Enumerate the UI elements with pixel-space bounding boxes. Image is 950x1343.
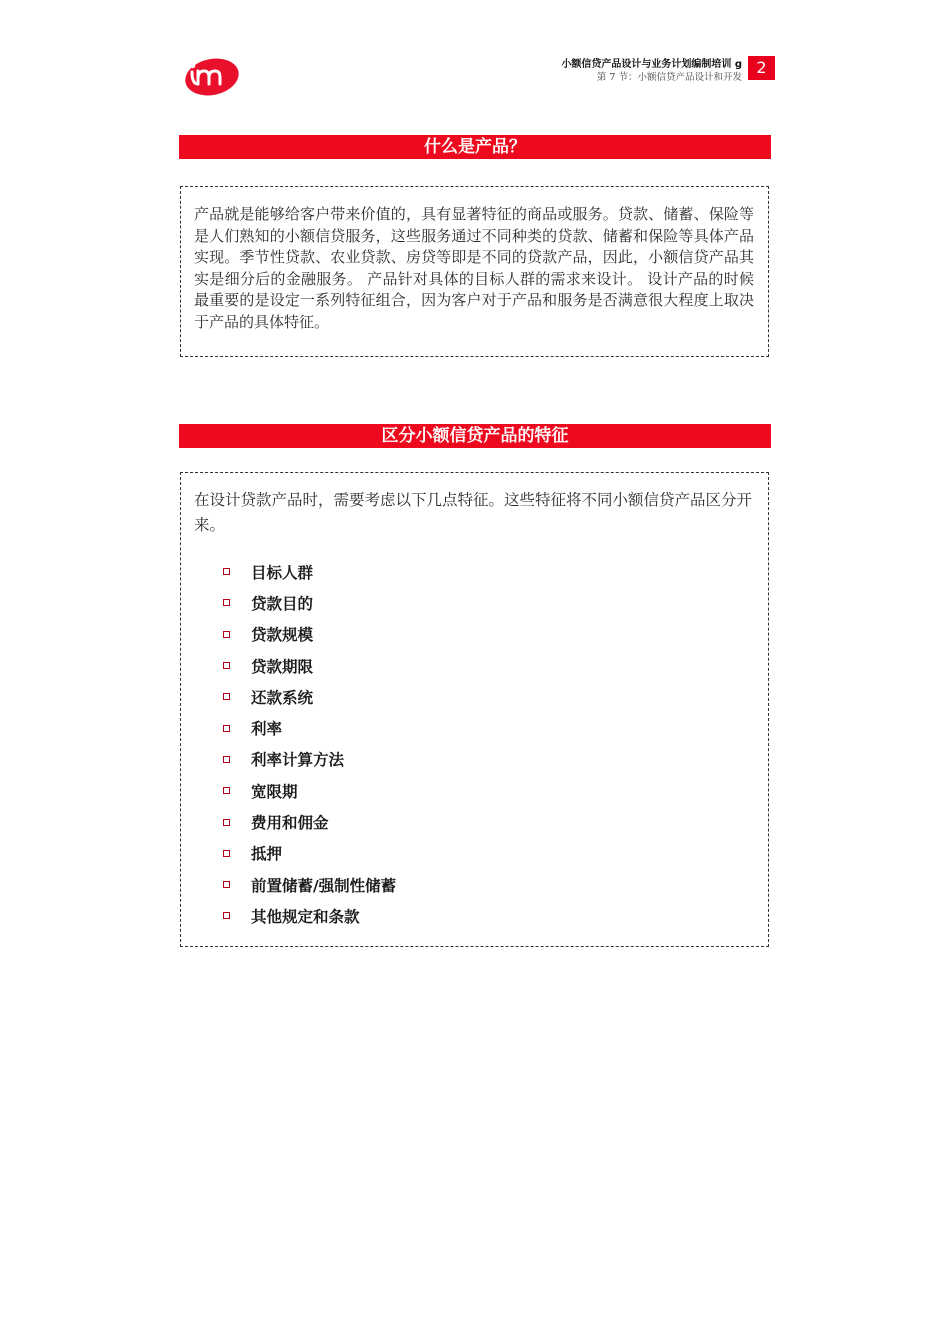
square-bullet-icon <box>223 662 230 669</box>
list-item <box>194 556 754 587</box>
feature-list <box>194 556 754 932</box>
list-item <box>194 681 754 712</box>
definition-paragraph: 产品就是能够给客户带来价值的，具有显著特征的商品或服务。贷款、储蓄、保险等是人们熟知的小额信贷服务，这些服务通过不同种类的贷款、储蓄和保险等具体产品实现。季节性贷款、农业贷款、房贷等即是不同的贷款产品，因此，小额信贷产品其实是细分后的金融服务。 产品针对具体的目标人群的需求来设计。 设计产品的时候最重要的是设定一系列特征组合，因为客户对于产品和服务是否满意很大程度上取决于产品的具体特征。 <box>194 205 754 331</box>
square-bullet-icon <box>223 631 230 638</box>
square-bullet-icon <box>223 568 230 575</box>
list-item <box>194 619 754 650</box>
feature-label: 还款系统 <box>251 688 314 707</box>
feature-label: 前置储蓄/强制性储蓄 <box>251 876 397 895</box>
document-title: 小额信贷产品设计与业务计划编制培训 g <box>561 59 742 70</box>
feature-label: 贷款期限 <box>251 657 314 676</box>
feature-label: 其他规定和条款 <box>251 907 360 926</box>
feature-label: 抵押 <box>251 845 283 864</box>
feature-label: 贷款目的 <box>251 594 314 613</box>
section-heading-features: 区分小额信贷产品的特征 <box>179 424 771 448</box>
list-item <box>194 838 754 869</box>
square-bullet-icon <box>223 693 230 700</box>
feature-label: 利率计算方法 <box>251 751 345 770</box>
list-item <box>194 775 754 806</box>
definition-box <box>180 186 769 357</box>
features-box <box>180 472 769 947</box>
square-bullet-icon <box>223 850 230 857</box>
feature-label: 目标人群 <box>251 563 314 582</box>
square-bullet-icon <box>223 787 230 794</box>
feature-label: 利率 <box>251 720 283 739</box>
chapter-subtitle: 第 7 节：小额信贷产品设计和开发 <box>596 72 742 83</box>
features-intro: 在设计贷款产品时，需要考虑以下几点特征。这些特征将不同小额信贷产品区分开来。 <box>194 491 753 534</box>
list-item <box>194 650 754 681</box>
document-header <box>561 58 742 84</box>
list-item <box>194 712 754 743</box>
square-bullet-icon <box>223 756 230 763</box>
square-bullet-icon <box>223 881 230 888</box>
square-bullet-icon <box>223 912 230 919</box>
feature-label: 宽限期 <box>251 782 298 801</box>
feature-label: 贷款规模 <box>251 626 314 645</box>
feature-label: 费用和佣金 <box>251 814 329 833</box>
section-heading-what-is-product: 什么是产品？ <box>179 135 771 159</box>
list-item <box>194 744 754 775</box>
square-bullet-icon <box>223 725 230 732</box>
um-logo-icon <box>184 57 240 97</box>
list-item <box>194 587 754 618</box>
list-item <box>194 869 754 900</box>
square-bullet-icon <box>223 819 230 826</box>
list-item <box>194 900 754 931</box>
square-bullet-icon <box>223 599 230 606</box>
page-number-badge: 2 <box>748 56 775 80</box>
list-item <box>194 806 754 837</box>
